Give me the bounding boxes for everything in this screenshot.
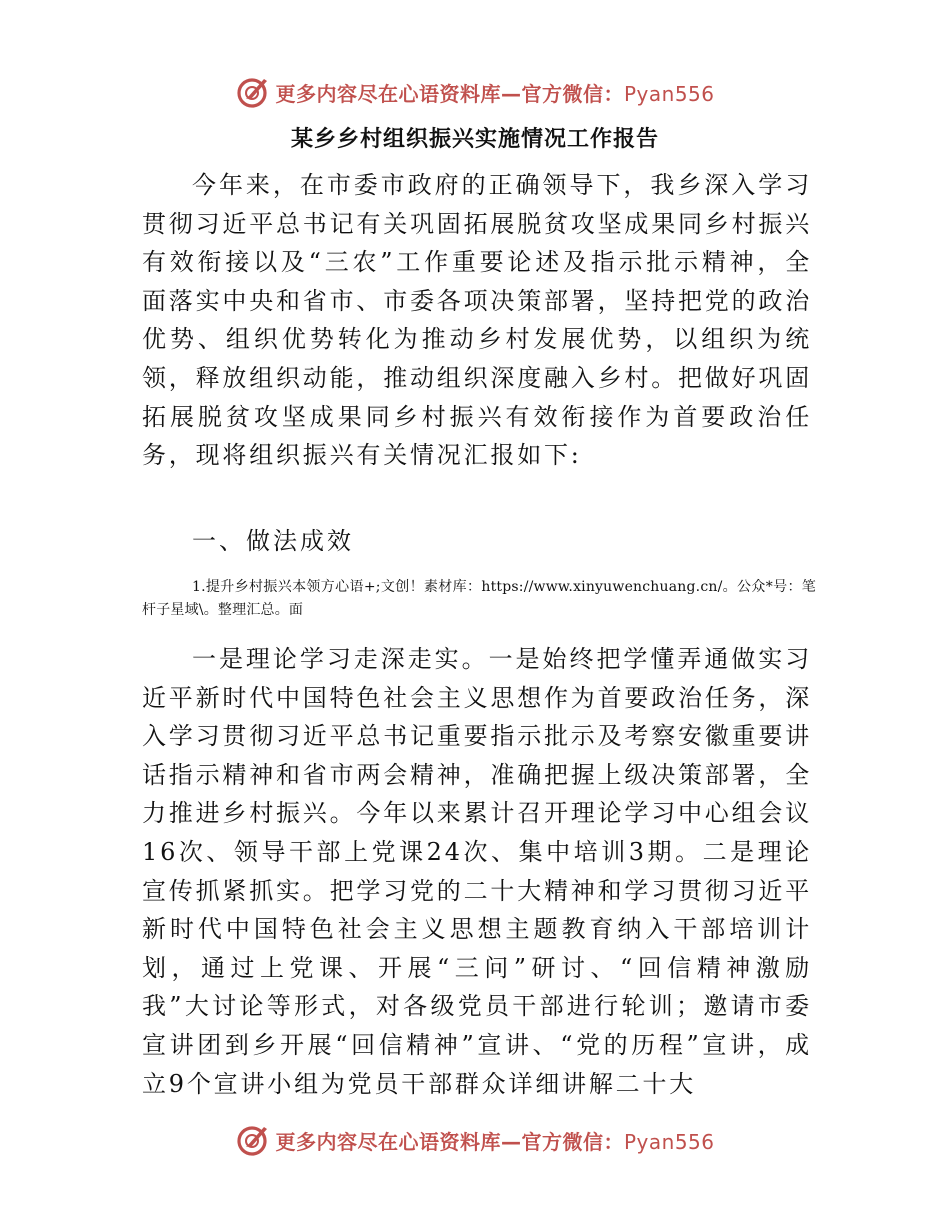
body-paragraph: 一是理论学习走深走实。一是始终把学懂弄通做实习近平新时代中国特色社会主义思想作为首要政治任务，深入学习贯彻习近平总书记重要指示批示及考察安徽重要讲话指示精神和省市两会精神，准确把握上级决策部署，全力推进乡村振兴。今年以来累计召开理论学习中心组会议16次、领导干部上党课24次、集中培训3期。二是理论宣传抓紧抓实。把学习党的二十大精神和学习贯彻习近平新时代中国特色社会主义思想主题教育纳入干部培训计划，通过上党课、开展“三问”研讨、“回信精神激励我”大讨论等形式，对各级党员干部进行轮训；邀请市委宣讲团到乡开展“回信精神”宣讲、“党的历程”宣讲，成立9个宣讲小组为党员干部群众详细讲解二十大 [142, 645, 812, 1098]
footer-banner [0, 1120, 950, 1160]
intro-paragraph: 今年来，在市委市政府的正确领导下，我乡深入学习贯彻习近平总书记有关巩固拓展脱贫攻坚成果同乡村振兴有效衔接以及“三农”工作重要论述及指示批示精神，全面落实中央和省市、市委各项决策部署，坚持把党的政治优势、组织优势转化为推动乡村发展优势，以组织为统领，释放组织动能，推动组织深度融入乡村。把做好巩固拓展脱贫攻坚成果同乡村振兴有效衔接作为首要政治任务，现将组织振兴有关情况汇报如下: [142, 171, 812, 470]
document-title: 某乡乡村组织振兴实施情况工作报告 [290, 126, 659, 152]
wechat-id: Pyan556 [623, 81, 715, 106]
wechat-id: Pyan556 [623, 1129, 715, 1154]
subheading-note: 1.提升乡村振兴本领方心语+;文创！素材库：https://www.xinyuwenchuang.cn/。公众*号：笔杆子星域\。整理汇总。面 [142, 579, 816, 618]
quill-circle-logo-icon [235, 1122, 271, 1158]
header-banner [0, 72, 950, 112]
quill-circle-logo-icon [235, 74, 271, 110]
banner-text: 更多内容尽在心语资料库—官方微信：Pyan556 [275, 81, 715, 106]
section-heading: 一、做法成效 [192, 527, 354, 555]
banner-text: 更多内容尽在心语资料库—官方微信：Pyan556 [275, 1129, 715, 1154]
